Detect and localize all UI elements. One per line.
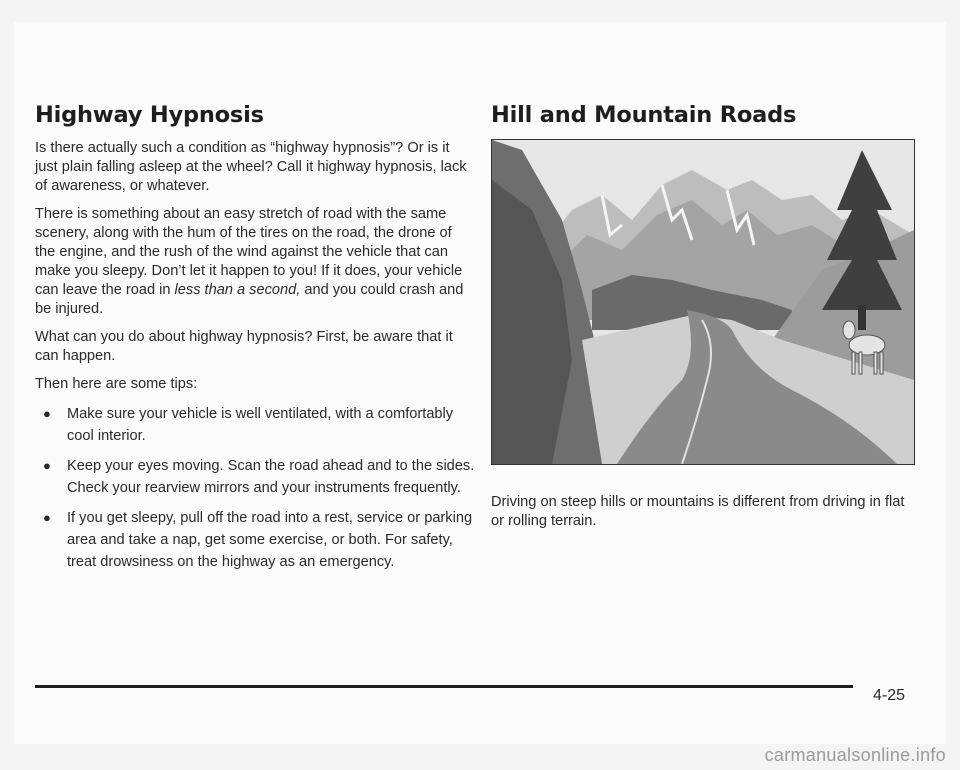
bullet-icon: ● <box>43 458 51 473</box>
tip-text: Make sure your vehicle is well ventilated, with a comfortably cool interior. <box>67 406 454 444</box>
paragraph-sleepy-text-2: and you could crash and be injured. <box>35 282 464 317</box>
tip-item <box>35 507 475 573</box>
paragraph-what-can-you-do: What can you do about highway hypnosis? First, be aware that it can happen. <box>35 329 453 364</box>
paragraph-intro: Is there actually such a condition as “highway hypnosis”? Or is it just plain falling asleep at the wheel? Call it highway hypnosis, lack of awareness, or whatever. <box>35 140 467 194</box>
paragraph-tips-intro: Then here are some tips: <box>35 376 198 392</box>
heading-highway-hypnosis: Highway Hypnosis <box>35 102 264 128</box>
tip-text: Keep your eyes moving. Scan the road ahead and to the sides. Check your rearview mirrors and your instruments frequently. <box>67 458 475 496</box>
bullet-icon: ● <box>43 510 51 525</box>
tips-list <box>35 403 475 573</box>
manual-page <box>14 22 946 744</box>
bullet-icon: ● <box>43 406 51 421</box>
mountain-road-drawing <box>492 140 914 464</box>
tip-item <box>35 403 475 447</box>
mountain-road-illustration <box>491 139 915 465</box>
paragraph-sleepy-text-1: There is something about an easy stretch of road with the same scenery, along with the hum of the tires on the road, the drone of the engine, and the rush of the wind against the vehicle that can make you sleepy. Don’t let it happen to you! If it does, your vehicle can leave the road in <box>35 206 463 298</box>
heading-hill-mountain-roads: Hill and Mountain Roads <box>491 102 797 128</box>
emphasis-less-than-second: less than a second, <box>174 282 301 298</box>
right-column <box>491 102 916 540</box>
paragraph-sleepy <box>35 205 475 319</box>
caption-steep-hills: Driving on steep hills or mountains is different from driving in flat or rolling terrain. <box>491 494 905 529</box>
tip-item <box>35 455 475 499</box>
watermark: carmanualsonline.info <box>764 745 946 765</box>
footer-rule <box>35 685 853 688</box>
tip-text: If you get sleepy, pull off the road into a rest, service or parking area and take a nap, get some exercise, or both. For safety, treat drowsiness on the highway as an emergency. <box>67 510 473 570</box>
page-number: 4-25 <box>873 687 906 704</box>
left-column <box>35 102 475 581</box>
pine-trunk <box>858 305 866 330</box>
